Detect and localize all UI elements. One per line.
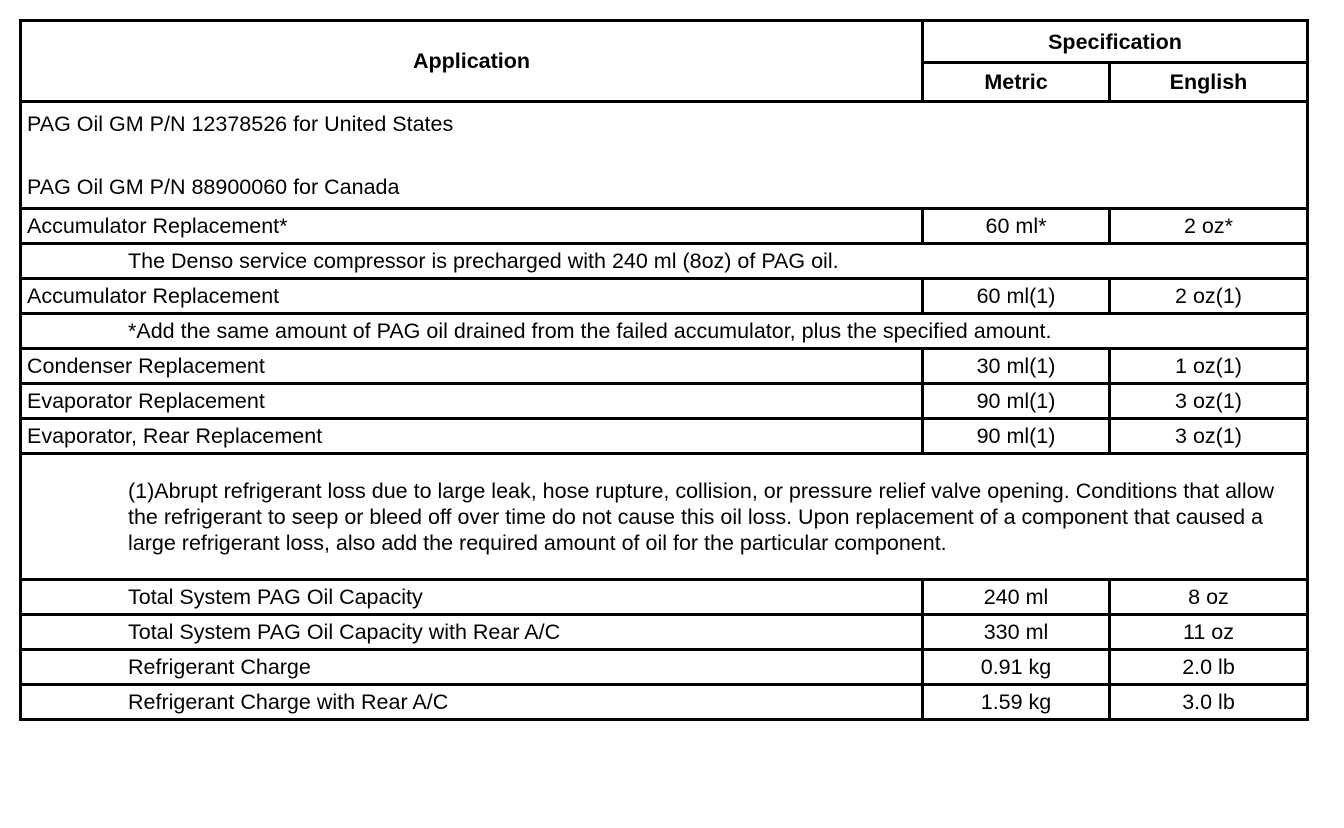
row-application: Evaporator Replacement bbox=[21, 384, 923, 419]
table-row bbox=[21, 615, 1308, 650]
row-english: 3 oz(1) bbox=[1110, 384, 1308, 419]
header-application: Application bbox=[21, 21, 923, 102]
table-row bbox=[21, 650, 1308, 685]
row-english: 11 oz bbox=[1110, 615, 1308, 650]
row-metric: 60 ml(1) bbox=[923, 279, 1110, 314]
footnote-text: (1)Abrupt refrigerant loss due to large leak, hose rupture, collision, or pressure relief valve opening. Conditions that allow the refrigerant to seep or bleed off over time do not cause this oil loss. Upon replacement of a component that caused a large refrigerant loss, also add the required amount of oil for the particular component. bbox=[21, 454, 1308, 580]
part-number-cell bbox=[21, 102, 1308, 209]
row-english: 2 oz(1) bbox=[1110, 279, 1308, 314]
row-application: Total System PAG Oil Capacity bbox=[21, 580, 923, 615]
specification-table bbox=[19, 19, 1309, 721]
header-english: English bbox=[1110, 63, 1308, 102]
row-metric: 30 ml(1) bbox=[923, 349, 1110, 384]
row-english: 3.0 lb bbox=[1110, 685, 1308, 720]
row-english: 3 oz(1) bbox=[1110, 419, 1308, 454]
note-row bbox=[21, 314, 1308, 349]
header-row-top bbox=[21, 21, 1308, 63]
row-application: Refrigerant Charge with Rear A/C bbox=[21, 685, 923, 720]
table-row bbox=[21, 419, 1308, 454]
row-metric: 0.91 kg bbox=[923, 650, 1110, 685]
row-application: Accumulator Replacement* bbox=[21, 209, 923, 244]
table-row bbox=[21, 349, 1308, 384]
part-number-canada: PAG Oil GM P/N 88900060 for Canada bbox=[27, 174, 400, 199]
header-specification: Specification bbox=[923, 21, 1308, 63]
row-metric: 90 ml(1) bbox=[923, 419, 1110, 454]
row-metric: 330 ml bbox=[923, 615, 1110, 650]
table-row bbox=[21, 580, 1308, 615]
part-number-row bbox=[21, 102, 1308, 209]
note-row bbox=[21, 244, 1308, 279]
row-application: Accumulator Replacement bbox=[21, 279, 923, 314]
row-metric: 1.59 kg bbox=[923, 685, 1110, 720]
footnote-row bbox=[21, 454, 1308, 580]
row-metric: 240 ml bbox=[923, 580, 1110, 615]
row-metric: 60 ml* bbox=[923, 209, 1110, 244]
row-application: Total System PAG Oil Capacity with Rear A/C bbox=[21, 615, 923, 650]
part-number-us: PAG Oil GM P/N 12378526 for United States bbox=[27, 111, 454, 136]
table-row bbox=[21, 384, 1308, 419]
row-english: 2.0 lb bbox=[1110, 650, 1308, 685]
note-text: The Denso service compressor is precharged with 240 ml (8oz) of PAG oil. bbox=[21, 244, 1308, 279]
row-english: 2 oz* bbox=[1110, 209, 1308, 244]
table-row bbox=[21, 209, 1308, 244]
table-row bbox=[21, 685, 1308, 720]
row-english: 8 oz bbox=[1110, 580, 1308, 615]
row-application: Condenser Replacement bbox=[21, 349, 923, 384]
table-row bbox=[21, 279, 1308, 314]
header-metric: Metric bbox=[923, 63, 1110, 102]
row-application: Evaporator, Rear Replacement bbox=[21, 419, 923, 454]
row-application: Refrigerant Charge bbox=[21, 650, 923, 685]
note-text: *Add the same amount of PAG oil drained from the failed accumulator, plus the specified amount. bbox=[21, 314, 1308, 349]
row-english: 1 oz(1) bbox=[1110, 349, 1308, 384]
row-metric: 90 ml(1) bbox=[923, 384, 1110, 419]
